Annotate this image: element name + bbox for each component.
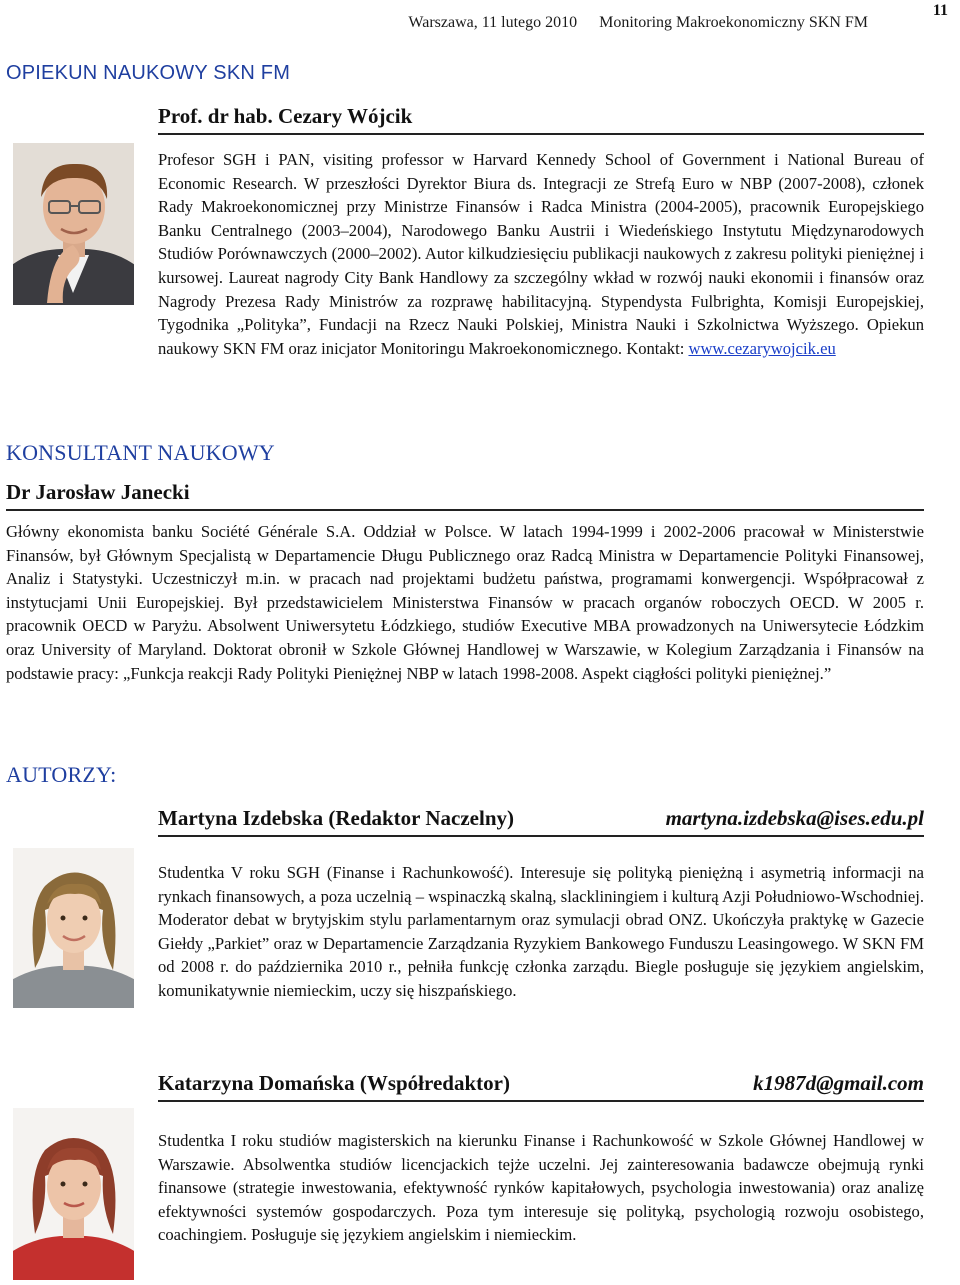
- author-1-name: Martyna Izdebska (Redaktor Naczelny): [158, 806, 514, 830]
- author-2-name-row: [158, 1071, 924, 1102]
- supervisor-name: Prof. dr hab. Cezary Wójcik: [158, 104, 413, 128]
- supervisor-photo: [13, 143, 134, 305]
- authors-section-title: AUTORZY:: [6, 762, 117, 787]
- author-2-name: Katarzyna Domańska (Współredaktor): [158, 1071, 510, 1095]
- author-2-photo: [13, 1108, 134, 1280]
- supervisor-name-row: [158, 104, 924, 135]
- page-number: 11: [932, 2, 948, 19]
- header-publication: Monitoring Makroekonomiczny SKN FM: [599, 14, 868, 31]
- supervisor-website-link[interactable]: www.cezarywojcik.eu: [688, 338, 836, 358]
- author-1-name-row: [158, 806, 924, 837]
- consultant-name: Dr Jarosław Janecki: [6, 480, 190, 504]
- author-1-email[interactable]: martyna.izdebska@ises.edu.pl: [665, 806, 924, 830]
- author-1-photo: [13, 848, 134, 1008]
- consultant-section-title: KONSULTANT NAUKOWY: [6, 440, 275, 465]
- author-2-email[interactable]: k1987d@gmail.com: [753, 1071, 924, 1095]
- running-header: [390, 14, 868, 32]
- author-2-bio: Studentka I roku studiów magisterskich na kierunku Finanse i Rachunkowość w Szkole Głównej Handlowej w Warszawie. Absolwentka studiów licencjackich tejże uczelni. Jej zainteresowania badawcze obejmują rynki finansowe (strategie inwestowania, efektywność rynków kapitałowych, psychologia inwestowania) oraz analizę efektywności systemów gospodarczych. Poza tym interesuje się polityką, psychologią rozwoju osobistego, coachingiem. Posługuje się językiem angielskim i niemieckim.: [158, 1131, 924, 1245]
- consultant-bio: Główny ekonomista banku Société Générale S.A. Oddział w Polsce. W latach 1994-1999 i 2002-2006 pracował w Ministerstwie Finansów, był Głównym Specjalistą w Departamencie Długu Publicznego oraz Radcą Ministra w Departamencie Polityki Finansowej, Analiz i Statystyki. Uczestniczył m.in. w pracach nad projektami budżetu państwa, programami konwergencji. Współpracował z instytucjami Unii Europejskiej. Był przedstawicielem Ministerstwa Finansów w pracach organów roboczych OECD. W 2005 r. pracownik OECD w Paryżu. Absolwent Uniwersytetu Łódzkiego, studiów Executive MBA prowadzonych na Uniwersytecie Łódzkim oraz University of Maryland. Doktorat obronił w Szkole Głównej Handlowej w Warszawie, w Kolegium Zarządzania i Finansów na podstawie pracy: „Funkcja reakcji Rady Polityki Pieniężnej NBP w latach 1998-2008. Aspekt ciągłości polityki pieniężnej.”: [6, 522, 924, 683]
- consultant-name-row: [6, 480, 924, 511]
- supervisor-bio: [158, 148, 924, 360]
- author-1-bio: Studentka V roku SGH (Finanse i Rachunkowość). Interesuje się polityką pieniężną i asymetrią informacji na rynkach finansowych, a poza uczelnią – wspinaczką skalną, slackliningiem i kulturą Azji Południowo-Wschodniej. Moderator debat w brytyjskim stylu parlamentarnym oraz symulacji obrad ONZ. Ukończyła praktykę w Gazecie Giełdy „Parkiet” oraz w Departamencie Zarządzania Ryzykiem Bankowego Funduszu Leasingowego. W SKN FM od 2008 r. do października 2010 r., pełniła funkcję członka zarządu. Biegle posługuje się językiem angielskim, komunikatywnie niemieckim, uczy się hiszpańskiego.: [158, 863, 924, 1000]
- supervisor-section-title: OPIEKUN NAUKOWY SKN FM: [6, 62, 291, 84]
- supervisor-bio-text: Profesor SGH i PAN, visiting professor w Harvard Kennedy School of Government i National Bureau of Economic Research. W przeszłości Dyrektor Biura ds. Integracji ze Strefą Euro w NBP (2007-2008), członek Rady Makroekonomicznej przy Ministrze Finansów i Radca Ministra (2004-2005), pracownik Europejskiego Banku Centralnego (2003–2004), Narodowego Banku Austrii i Wiedeńskiego Instytutu Międzynarodowych Studiów Porównawczych (2000–2002). Autor kilkudziesięciu publikacji naukowych z zakresu polityki pieniężnej i kursowej. Laureat nagrody City Bank Handlowy za szczególny wkład w rozwój nauki ekonomii i finansów oraz Nagrody Prezesa Rady Ministrów za rozprawę habilitacyjną. Stypendysta Fulbrighta, Komisji Europejskiej, Tygodnika „Polityka”, Fundacji na Rzecz Nauki Polskiej, Ministra Nauki i Szkolnictwa Wyższego. Opiekun naukowy SKN FM oraz inicjator Monitoringu Makroekonomicznego. Kontakt:: [158, 150, 924, 358]
- header-date: Warszawa, 11 lutego 2010: [408, 14, 578, 31]
